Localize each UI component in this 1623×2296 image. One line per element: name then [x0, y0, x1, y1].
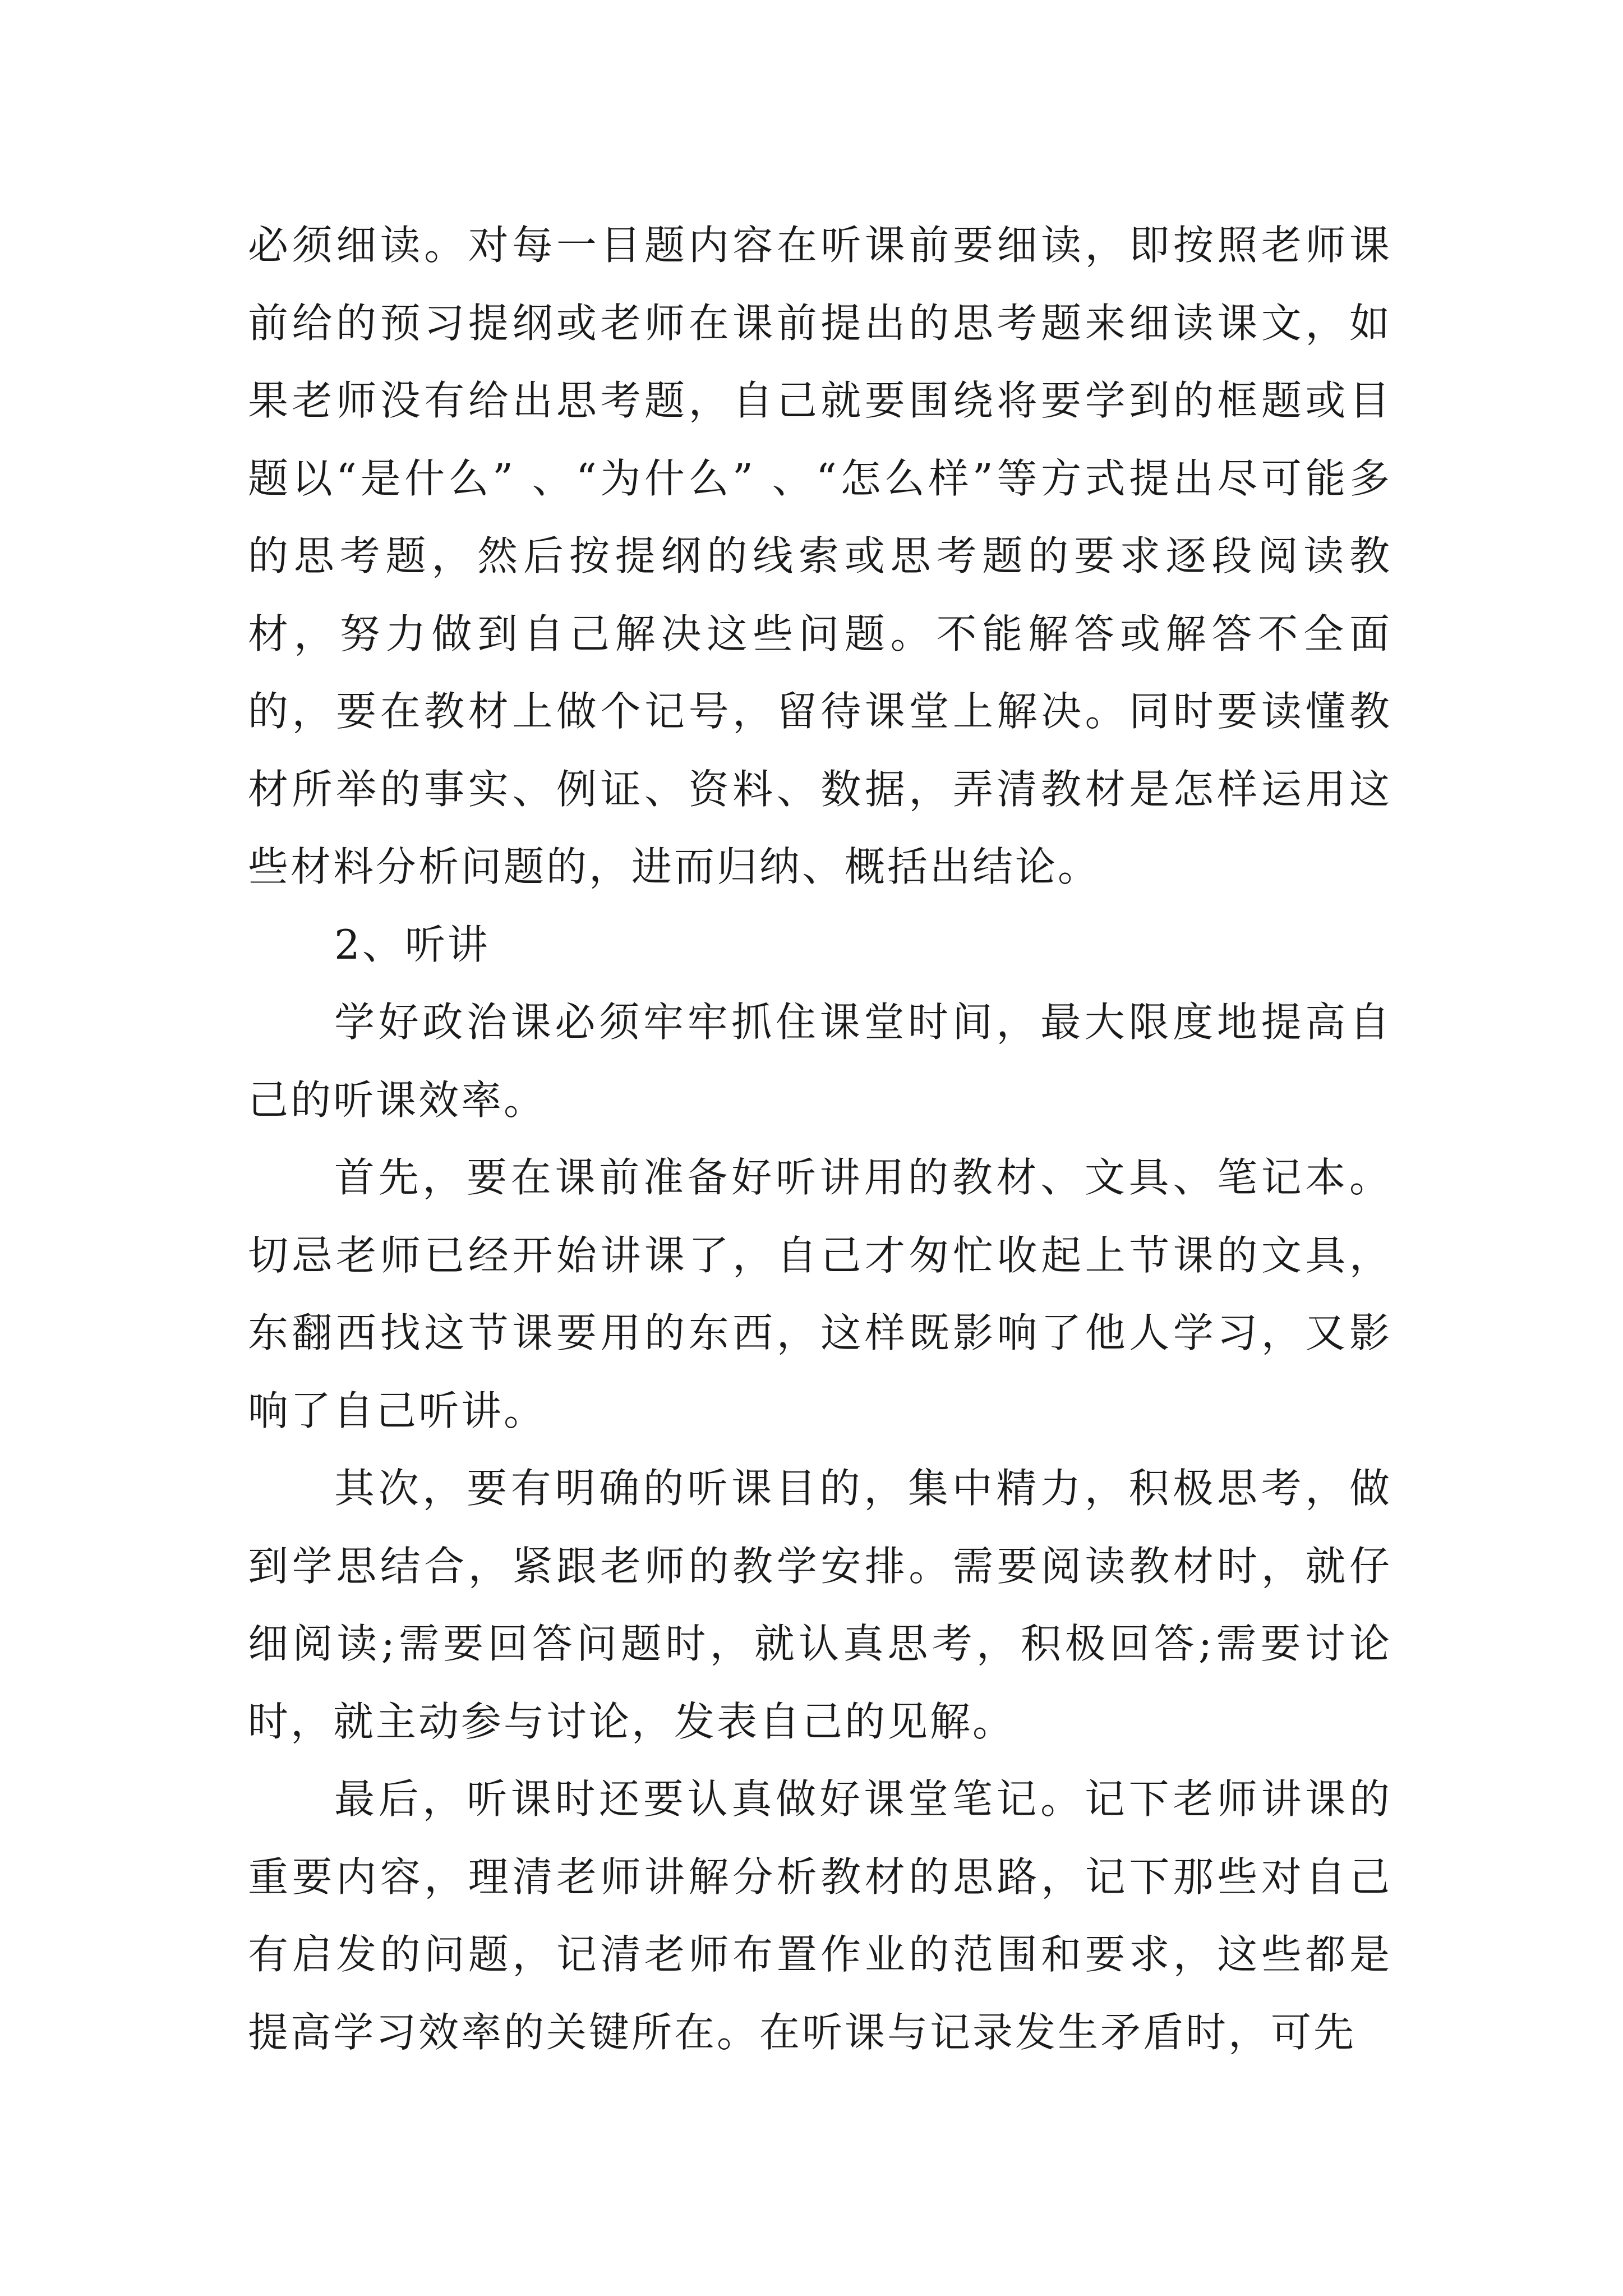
paragraph-last-notes: 最后，听课时还要认真做好课堂笔记。记下老师讲课的重要内容，理清老师讲解分析教材的思路，记下那些对自己有启发的问题，记清老师布置作业的范围和要求，这些都是提高学习效率的关键所在。在听课与记录发生矛盾时，可先: [248, 1775, 1392, 2056]
section-heading-listening: 2、听讲: [334, 921, 490, 968]
paragraph-second-focus: 其次，要有明确的听课目的，集中精力，积极思考，做到学思结合，紧跟老师的教学安排。需要阅读教材时，就仔细阅读;需要回答问题时，就认真思考，积极回答;需要讨论时，就主动参与讨论，发表自己的见解。: [248, 1465, 1392, 1745]
paragraph-first-prepare: 首先，要在课前准备好听讲用的教材、文具、笔记本。切忌老师已经开始讲课了，自己才匆忙收起上节课的文具，东翻西找这节课要用的东西，这样既影响了他人学习，又影响了自己听讲。: [248, 1154, 1392, 1434]
paragraph-class-time: 学好政治课必须牢牢抓住课堂时间，最大限度地提高自己的听课效率。: [248, 999, 1392, 1124]
body-text: [248, 206, 1392, 2071]
paragraph-reading-continuation: 必须细读。对每一目题内容在听课前要细读，即按照老师课前给的预习提纲或老师在课前提出的思考题来细读课文，如果老师没有给出思考题，自己就要围绕将要学到的框题或目题以“是什么” 、“为什么” 、“怎么样”等方式提出尽可能多的思考题，然后按提纲的线索或思考题的要求逐段阅读教材，努力做到自己解决这些问题。不能解答或解答不全面的，要在教材上做个记号，留待课堂上解决。同时要读懂教材所举的事实、例证、资料、数据，弄清教材是怎样运用这些材料分析问题的，进而归纳、概括出结论。: [248, 222, 1392, 890]
